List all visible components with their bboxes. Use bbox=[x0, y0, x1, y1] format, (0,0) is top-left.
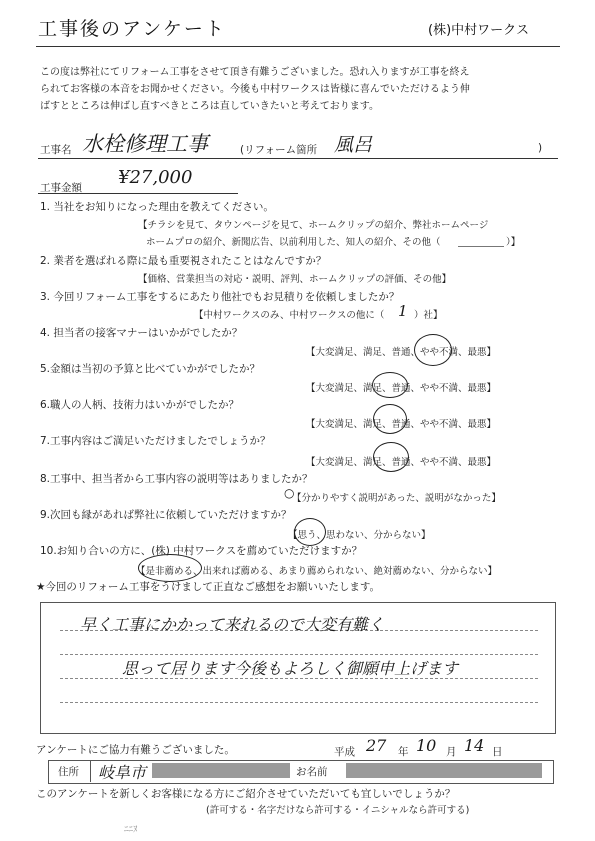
comment-ruled-line bbox=[60, 702, 538, 703]
q3-count-value: 1 bbox=[398, 302, 408, 320]
q9-options: 【思う、思わない、分からない】 bbox=[288, 530, 431, 541]
q1-options-line-1: 【チラシを見て、タウンページを見て、ホームクリップの紹介、弊社ホームページ bbox=[138, 220, 489, 231]
customer-name-label: お名前 bbox=[296, 766, 328, 778]
q8-options: 【分かりやすく説明があった、説明がなかった】 bbox=[292, 493, 501, 504]
location-label: (リフォーム箇所 bbox=[240, 144, 318, 156]
work-name-label: 工事名 bbox=[40, 144, 72, 156]
q1-options-close: ）】 bbox=[506, 237, 521, 248]
q6-options: 【大変満足、満足、普通、やや不満、最悪】 bbox=[306, 419, 497, 430]
date-era: 平成 bbox=[334, 746, 355, 758]
intro-line-2: られてお客様の本音をお聞かせください。今後も中村ワークスは皆様に喜んでいただけるよう伸 bbox=[40, 84, 470, 95]
q10-options: 【是非薦める、出来れば薦める、あまり薦められない、絶対薦めない、分からない】 bbox=[136, 566, 498, 577]
date-day: 14 bbox=[464, 736, 485, 755]
q8-check-mark: ○ bbox=[284, 486, 295, 500]
location-close: ) bbox=[538, 142, 543, 154]
q4-answer-circle bbox=[414, 334, 452, 366]
address-label: 住所 bbox=[58, 766, 79, 778]
page-title: 工事後のアンケート bbox=[38, 18, 226, 40]
comment-line-2: 思って居ります今後もよろしく御願申上げます bbox=[122, 659, 459, 678]
q7-answer-circle bbox=[373, 442, 409, 472]
consent-question: このアンケートを新しくお客様になる方にご紹介させていただいても宜しいでしょうか？ bbox=[36, 788, 456, 800]
q1-other-blank bbox=[458, 246, 504, 247]
q9-answer-circle bbox=[294, 518, 326, 546]
date-year-unit: 年 bbox=[398, 746, 409, 758]
location-value: 風呂 bbox=[334, 134, 373, 156]
date-day-unit: 日 bbox=[492, 746, 503, 758]
q6-answer-circle bbox=[373, 404, 407, 434]
q5-text: 5.金額は当初の予算と比べていかがでしたか？ bbox=[40, 363, 261, 375]
redacted-customer-name bbox=[346, 763, 542, 778]
q5-options: 【大変満足、満足、普通、やや不満、最悪】 bbox=[306, 383, 497, 394]
q10-text: 10.お知り合いの方に、(株) 中村ワークスを薦めていただけますか？ bbox=[40, 545, 363, 557]
q1-options-line-2: ホームプロの紹介、新聞広告、以前利用した、知人の紹介、その他（ bbox=[146, 237, 441, 248]
q5-answer-circle bbox=[372, 372, 408, 398]
address-divider bbox=[90, 760, 91, 782]
q3-options-a: 【中村ワークスのみ、中村ワークスの他に（ bbox=[194, 310, 385, 321]
stray-mark: ﾆﾆﾇ bbox=[124, 825, 138, 835]
q2-options: 【価格、営業担当の対応・説明、評判、ホームクリップの評価、その他】 bbox=[138, 274, 452, 285]
intro-line-3: ばすとところは伸ばし直すべきところは直していきたいと考えております。 bbox=[40, 101, 379, 112]
company-name: (株)中村ワークス bbox=[428, 23, 530, 38]
q2-text: 2. 業者を選ばれる際に最も重要視されたことはなんですか？ bbox=[40, 255, 327, 267]
date-month-unit: 月 bbox=[446, 746, 457, 758]
comment-prompt: ★今回のリフォーム工事をうけまして正直なご感想をお願いいたします。 bbox=[36, 581, 381, 593]
date-year: 27 bbox=[366, 736, 387, 755]
q3-text: 3. 今回リフォーム工事をするにあたり他社でもお見積りを依頼しましたか？ bbox=[40, 291, 400, 303]
q3-options-b: ）社】 bbox=[414, 310, 443, 321]
q7-text: 7.工事内容はご満足いただけましたでしょうか？ bbox=[40, 435, 271, 447]
intro-line-1: この度は弊社にてリフォーム工事をさせて頂き有難うございました。恐れ入りますが工事を終え bbox=[40, 67, 470, 78]
q6-text: 6.職人の人柄、技術力はいかがでしたか？ bbox=[40, 399, 240, 411]
work-name-rule bbox=[38, 158, 558, 159]
q4-text: 4. 担当者の接客マナーはいかがでしたか？ bbox=[40, 327, 243, 339]
address-value: 岐阜市 bbox=[98, 763, 147, 782]
q7-options: 【大変満足、満足、普通、やや不満、最悪】 bbox=[306, 457, 497, 468]
redacted-address bbox=[152, 763, 290, 778]
comment-ruled-line bbox=[60, 654, 538, 655]
header-rule bbox=[36, 46, 560, 47]
q8-text: 8.工事中、担当者から工事内容の説明等はありましたか？ bbox=[40, 473, 313, 485]
amount-label: 工事金額 bbox=[40, 182, 82, 194]
amount-rule bbox=[38, 193, 238, 194]
comment-line-1: 早く工事にかかって来れるので大変有難く bbox=[80, 615, 385, 634]
q10-answer-circle bbox=[138, 554, 202, 582]
q1-text: 1. 当社をお知りになった理由を教えてください。 bbox=[40, 201, 274, 213]
date-month: 10 bbox=[416, 736, 437, 755]
q9-text: 9.次回も縁があれば弊社に依頼していただけますか？ bbox=[40, 509, 292, 521]
amount-value: ¥27,000 bbox=[118, 167, 193, 188]
thanks-text: アンケートにご協力有難うございました。 bbox=[36, 744, 235, 756]
q4-options: 【大変満足、満足、普通、やや不満、最悪】 bbox=[306, 347, 497, 358]
consent-options: (許可する・名字だけなら許可する・イニシャルなら許可する) bbox=[206, 805, 470, 816]
work-name-value: 水栓修理工事 bbox=[82, 132, 208, 156]
